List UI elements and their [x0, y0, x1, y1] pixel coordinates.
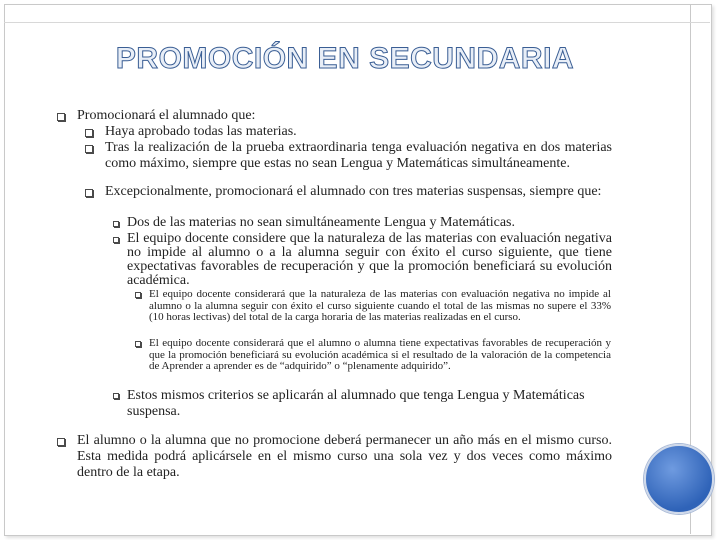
square-bullet-icon [113, 393, 119, 399]
square-bullet-icon [135, 341, 141, 347]
detail-33-percent: El equipo docente considerará que la naturaleza de las materias con evaluación negativa no impide al alumno o la alumna seguir con éxito el curso siguiente cuando el total de las mismas no supere el 33% (10 horas lectivas) del total de la carga horaria de las materias realizadas en el curso. [149, 288, 611, 323]
slide-frame-top-line [4, 22, 710, 23]
square-bullet-icon [57, 113, 65, 121]
non-promotion-text: El alumno o la alumna que no promocione deberá permanecer un año más en el mismo curso. Esta medida podrá aplicársele en el mismo curso una sola vez y dos veces como máximo dentro de la etapa. [77, 433, 612, 480]
square-bullet-icon [135, 292, 141, 298]
decorative-circle [644, 444, 714, 514]
square-bullet-icon [113, 221, 119, 227]
criterion-all-passed: Haya aprobado todas las materias. [105, 124, 297, 139]
criterion-exceptional: Excepcionalmente, promocionará el alumnado con tres materias suspensas, siempre que: [105, 184, 602, 199]
criterion-two-failed: Tras la realización de la prueba extraordinaria tenga evaluación negativa en dos materias como máximo, siempre que estas no sean Lengua y Matemáticas simultáneamente. [105, 140, 612, 171]
condition-not-lengua-matematicas: Dos de las materias no sean simultáneamente Lengua y Matemáticas. [127, 215, 515, 230]
square-bullet-icon [113, 237, 119, 243]
square-bullet-icon [85, 189, 93, 197]
promotion-intro-text: Promocionará el alumnado que: [77, 108, 256, 123]
square-bullet-icon [85, 145, 93, 153]
detail-aprender-a-aprender: El equipo docente considerará que el alumno o alumna tiene expectativas favorables de recuperación y que la promoción beneficiará su evolución académica si el resultado de la valoración de la competencia de Aprender a aprender es de “adquirido” o “plenamente adquirido”. [149, 337, 611, 372]
slide-title: PROMOCIÓN EN SECUNDARIA [115, 42, 575, 75]
square-bullet-icon [57, 438, 65, 446]
criterion-same-for-lengua-matematicas: Estos mismos criterios se aplicarán al alumnado que tenga Lengua y Matemáticas suspensa. [127, 388, 585, 419]
square-bullet-icon [85, 129, 93, 137]
condition-equipo-docente: El equipo docente considere que la naturaleza de las materias con evaluación negativa no impide al alumno o a la alumna seguir con éxito el curso siguiente, que tiene expectativas favorables de recuperación y que la promoción beneficiará su evolución académica. [127, 231, 612, 288]
